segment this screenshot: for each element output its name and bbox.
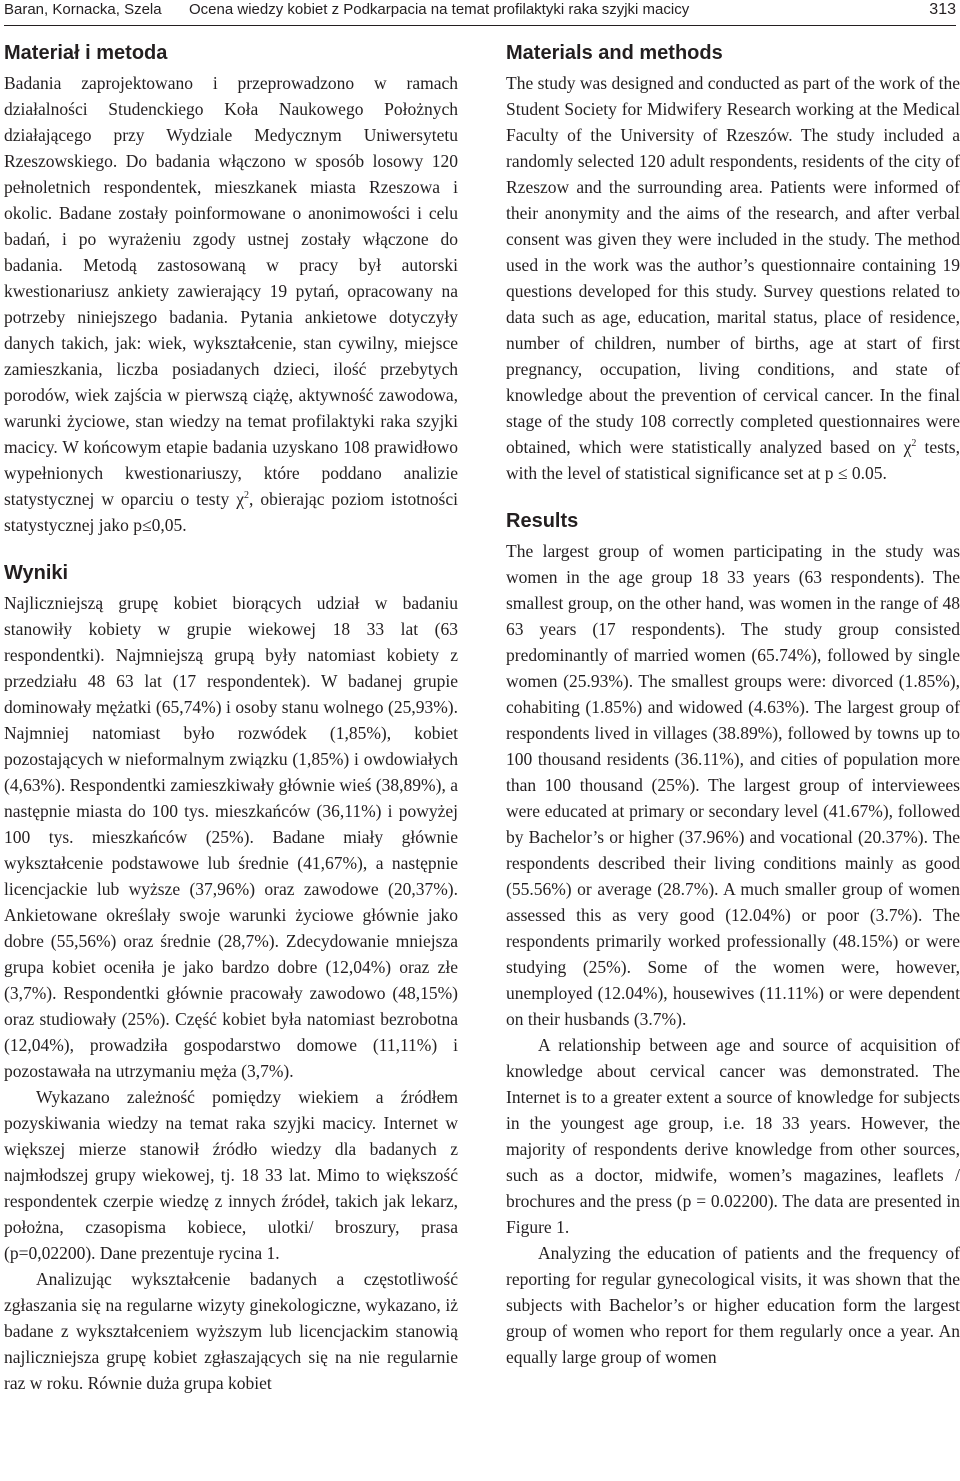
running-head-authors: Baran, Kornacka, Szela — [4, 1, 162, 18]
methods-paragraph-en: The study was designed and conducted as part of the work of the Student Society for Midwifery Research working at the Medical Faculty of the University of Rzeszów. The study included a randomly selected 120 adult respondents, residents of the city of Rzeszow and the surrounding area. Patients were informed of their anonymity and the aims of the research, and after verbal consent was given they were included in the study. The method used in the work was the author’s questionnaire containing 19 questions developed for this study. Survey questions related to data such as age, education, marital status, place of residence, number of children, number of births, age at start of first pregnancy, occupation, living conditions, and state of knowledge about the prevention of cervical cancer. In the final stage of the study 108 correctly completed questionnaires were obtained, which were statistically analyzed based on $\chi^2$ tests, with the level of statistical significance set at p ≤ 0.05. — [506, 73, 960, 483]
section-heading-results-en: Results — [506, 510, 579, 532]
results-paragraph-2-pl: Wykazano zależność pomiędzy wiekiem a źródłem pozyskiwania wiedzy na temat raka szyjki macicy. Internet w większej mierze stanowił źródło wiedzy dla badanych z najmłodszej grupy wiekowej, tj. 18 33 lat. Mimo to większość respondentek czerpie wiedzę z innych źródeł, takich jak lekarz, położna, czasopisma kobiece, ulotki/ broszury, prasa (p=0,02200). Dane prezentuje rycina 1. — [4, 1087, 458, 1263]
polish-column — [4, 40, 458, 1396]
page-number: 313 — [929, 1, 956, 18]
header-divider — [4, 25, 956, 26]
results-paragraph-1-pl: Najliczniejszą grupę kobiet biorących udział w badaniu stanowiły kobiety w grupie wiekowej 18 33 lat (63 respondentki). Najmniejszą grupą były natomiast kobiety z przedziału 48 63 lat (17 respondentek). W badanej grupie dominowały mężatki (65,74%) i osoby stanu wolnego (25,93%). Najmniej natomiast było rozwódek (1,85%), kobiet pozostających w nieformalnym związku (1,85%) i owdowiałych (4,63%). Respondentki zamieszkiwały głównie wieś (38,89%), a następnie miasta do 100 tys. mieszkańców (36,11%) i powyżej 100 tys. mieszkańców (25%). Badane miały głównie wykształcenie podstawowe lub średnie (41,67%), a następnie licencjackie lub wyższe (37,96%) oraz zawodowe (20,37%). Ankietowane określały swoje warunki życiowe głównie jako dobre (55,56%) oraz średnie (28,7%). Zdecydowanie mniejsza grupa kobiet oceniła je jako bardzo dobre (12,04%) oraz złe (3,7%). Respondentki głównie pracowały zawodowo (48,15%) oraz studiowały (25%). Część kobiet była natomiast bezrobotna (12,04%), prowadziła gospodarstwo domowe (11,11%) i pozostawała na utrzymaniu męża (3,7%). — [4, 593, 458, 1081]
running-head-title: Ocena wiedzy kobiet z Podkarpacia na temat profilaktyki raka szyjki macicy — [189, 1, 690, 18]
section-heading-methods-en: Materials and methods — [506, 42, 723, 64]
section-heading-results-pl: Wyniki — [4, 562, 69, 584]
methods-paragraph-pl: Badania zaprojektowano i przeprowadzono w ramach działalności Studenckiego Koła Naukowego Położnych działającego przy Wydziale Medycznym Uniwersytetu Rzeszowskiego. Do badania włączono w sposób losowy 120 pełnoletnich respondentek, mieszkanek miasta Rzeszowa i okolic. Badane zostały poinformowane o anonimowości i celu badań, i po wyrażeniu zgody ustnej zostały włączone do badania. Metodą zastosowaną w pracy był autorski kwestionariusz ankiety zawierający 19 pytań, opracowany na potrzeby niniejszego badania. Pytania ankietowe dotyczyły danych takich, jak: wiek, wykształcenie, stan cywilny, miejsce zamieszkania, liczba posiadanych dzieci, ilość przebytych porodów, wiek zajścia w pierwszą ciążę, aktywność zawodowa, warunki życiowe, stan wiedzy na temat profilaktyki raka szyjki macicy. W końcowym etapie badania uzyskano 108 prawidłowo wypełnionych kwestionariuszy, które poddano analizie statystycznej w oparciu o testy $\chi^2$, obierając poziom istotności statystycznej jako p≤0,05. — [4, 73, 458, 535]
results-paragraph-3-pl: Analizując wykształcenie badanych a częstotliwość zgłaszania się na regularne wizyty ginekologiczne, wykazano, iż badane z wykształceniem wyższym lub licencjackim stanowią najliczniejsza grupę kobiet zgłaszających się na nie regularnie raz w roku. Równie duża grupa kobiet — [4, 1269, 458, 1393]
english-column — [506, 40, 960, 1370]
results-paragraph-2-en: A relationship between age and source of acquisition of knowledge about cervical cancer was demonstrated. The Internet is to a greater extent a source of knowledge for subjects in the youngest age group, i.e. 18 33 years. However, the majority of respondents derive knowledge from other sources, such as a doctor, midwife, women’s magazines, leaflets / brochures and the press (p = 0.02200). The data are presented in Figure 1. — [506, 1035, 960, 1237]
results-paragraph-3-en: Analyzing the education of patients and the frequency of reporting for regular gynecological visits, it was shown that the subjects with Bachelor’s or higher education form the largest group of women who report for them regularly once a year. An equally large group of women — [506, 1243, 960, 1367]
results-paragraph-1-en: The largest group of women participating in the study was women in the age group 18 33 years (63 respondents). The smallest group, on the other hand, was women in the range of 48 63 years (17 respondents). The study group consisted predominantly of married women (65.74%), followed by single women (25.93%). The smallest groups were: divorced (1.85%), cohabiting (1.85%) and widowed (4.63%). The largest group of respondents lived in villages (38.89%), followed by towns up to 100 thousand residents (36.11%), and cities of population more than 100 thousand (25%). The largest group of interviewees were educated at primary or secondary level (41.67%), followed by Bachelor’s or higher (37.96%) and vocational (20.37%). The respondents described their living conditions mainly as good (55.56%) or average (28.7%). A much smaller group of women assessed this as very good (12.04%) or poor (3.7%). The respondents primarily worked professionally (48.15%) or were studying (25%). Some of the women were, however, unemployed (12.04%), housewives (11.11%) or were dependent on their husbands (3.7%). — [506, 541, 960, 1029]
section-heading-methods-pl: Materiał i metoda — [4, 42, 168, 64]
page-header — [4, 0, 956, 26]
